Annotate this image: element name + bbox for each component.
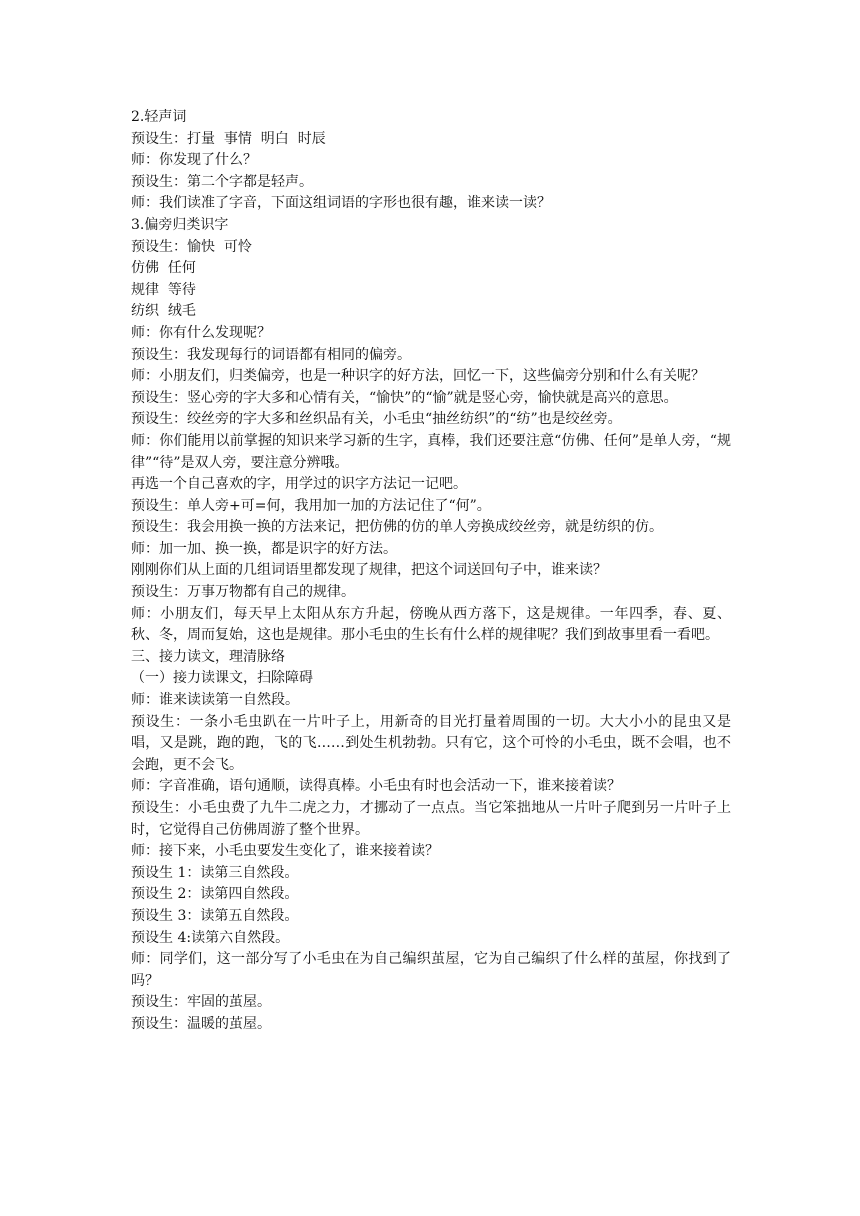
paragraph: 再选一个自己喜欢的字，用学过的识字方法记一记吧。 (131, 476, 467, 493)
paragraph: 预设生：第二个字都是轻声。 (131, 173, 313, 190)
paragraph: 预设生：竖心旁的字大多和心情有关，“愉快”的“愉”就是竖心旁，愉快就是高兴的意思。 (131, 389, 678, 406)
paragraph: 刚刚你们从上面的几组词语里都发现了规律，把这个词送回句子中，谁来读？ (131, 562, 607, 579)
paragraph: 师：谁来读读第一自然段。 (131, 692, 299, 709)
paragraph: 师：你们能用以前掌握的知识来学习新的生字，真棒，我们还要注意“仿佛、任何”是单人旁，“规律”“待”是双人旁，要注意分辨哦。 (131, 432, 731, 471)
paragraph: 预设生：一条小毛虫趴在一片叶子上，用新奇的目光打量着周围的一切。大大小小的昆虫又是唱，又是跳，跑的跑，飞的飞……到处生机勃勃。只有它，这个可怜的小毛虫，既不会唱，也不会跑，更不会飞。 (131, 713, 731, 773)
paragraph: 预设生：小毛虫费了九牛二虎之力，才挪动了一点点。当它笨拙地从一片叶子爬到另一片叶子上时，它觉得自己仿佛周游了整个世界。 (131, 800, 731, 838)
subsection-heading: （一）接力读课文，扫除障碍 (131, 670, 313, 687)
paragraph: 师：小朋友们，每天早上太阳从东方升起，傍晚从西方落下，这是规律。一年四季，春、夏、秋、冬，周而复始，这也是规律。那小毛虫的生长有什么样的规律呢？我们到故事里看一看吧。 (131, 605, 731, 644)
section-heading: 2.轻声词 (131, 109, 187, 125)
paragraph: 仿佛 任何 (131, 260, 196, 277)
section-heading: 3.偏旁归类识字 (131, 216, 229, 233)
paragraph: 预设生：温暖的茧屋。 (131, 1015, 271, 1032)
paragraph: 预设生 3：读第五自然段。 (131, 907, 299, 924)
document-body (131, 107, 731, 1036)
paragraph: 预设生：我发现每行的词语都有相同的偏旁。 (131, 346, 411, 363)
paragraph: 师：加一加、换一换，都是识字的好方法。 (131, 540, 397, 557)
paragraph: 预设生：牢固的茧屋。 (131, 994, 271, 1011)
section-heading: 三、接力读文，理清脉络 (131, 648, 285, 665)
paragraph: 预设生：我会用换一换的方法来记，把仿佛的仿的单人旁换成绞丝旁，就是纺织的仿。 (131, 519, 663, 536)
paragraph: 师：小朋友们，归类偏旁，也是一种识字的好方法，回忆一下，这些偏旁分别和什么有关呢？ (131, 368, 705, 385)
paragraph: 纺织 绒毛 (131, 303, 196, 320)
paragraph: 师：我们读准了字音，下面这组词语的字形也很有趣，谁来读一读？ (131, 195, 551, 212)
paragraph: 师：你发现了什么？ (131, 152, 257, 169)
paragraph: 师：同学们，这一部分写了小毛虫在为自己编织茧屋，它为自己编织了什么样的茧屋，你找到了吗？ (131, 951, 731, 989)
paragraph: 预设生：单人旁+可=何，我用加一加的方法记住了“何”。 (131, 497, 491, 514)
paragraph: 预设生：万事万物都有自己的规律。 (131, 584, 355, 601)
paragraph: 预设生 4:读第六自然段。 (131, 929, 290, 946)
paragraph: 预设生：绞丝旁的字大多和丝织品有关，小毛虫“抽丝纺织”的“纺”也是绞丝旁。 (131, 411, 622, 428)
paragraph: 预设生 1：读第三自然段。 (131, 864, 299, 881)
paragraph: 预设生：愉快 可怜 (131, 238, 252, 255)
paragraph: 师：你有什么发现呢？ (131, 324, 271, 341)
paragraph: 师：字音准确，语句通顺，读得真棒。小毛虫有时也会活动一下，谁来接着读？ (131, 778, 621, 795)
paragraph: 预设生 2：读第四自然段。 (131, 886, 299, 903)
paragraph: 师：接下来，小毛虫要发生变化了，谁来接着读？ (131, 843, 439, 860)
paragraph: 规律 等待 (131, 281, 196, 298)
paragraph: 预设生：打量 事情 明白 时辰 (131, 130, 326, 147)
